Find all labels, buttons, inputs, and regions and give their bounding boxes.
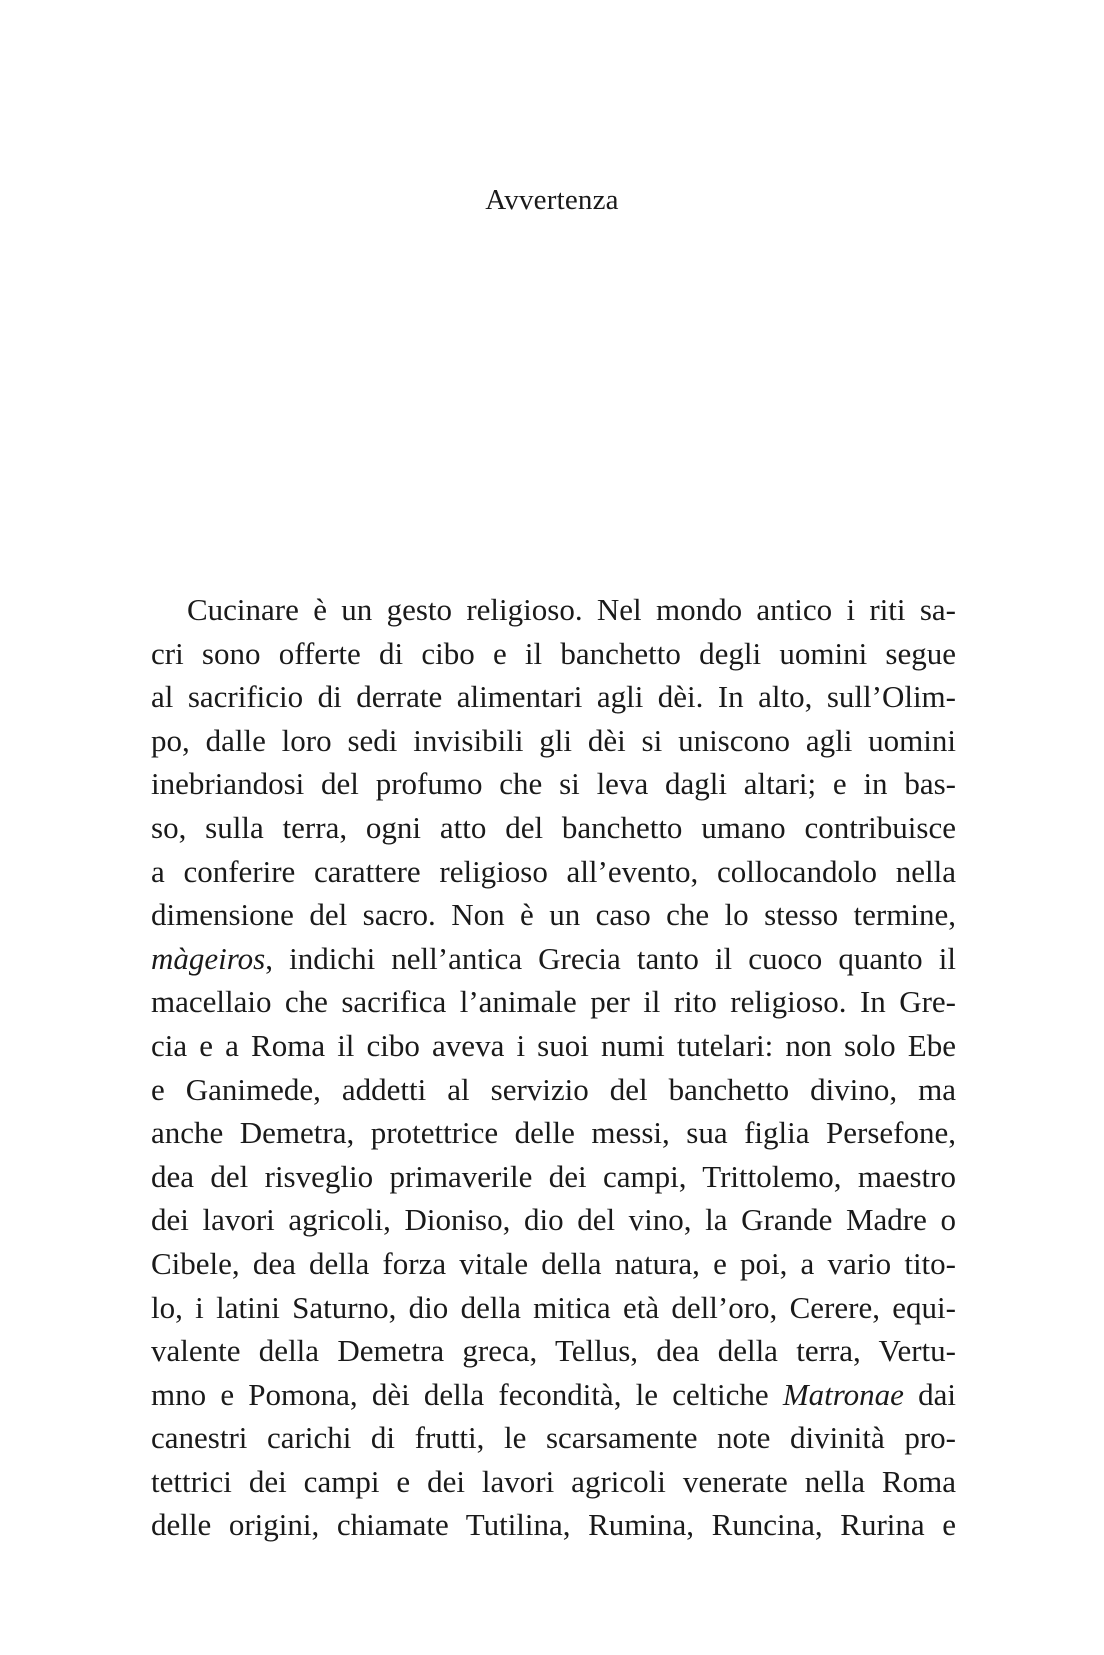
italic-term: màgeiros — [151, 940, 266, 976]
body-paragraph — [151, 588, 956, 1547]
text-line: a conferire carattere religioso all’evento, collocandolo nella — [151, 853, 956, 889]
text-line: inebriandosi del profumo che si leva dagli altari; e in bas- — [151, 766, 956, 802]
text-line: cri sono offerte di cibo e il banchetto degli uomini segue — [151, 635, 956, 671]
text-line: mno e Pomona, dèi della fecondità, le celtiche Matronae dai — [151, 1376, 956, 1412]
text-line: dimensione del sacro. Non è un caso che lo stesso termine, — [151, 897, 956, 933]
text-line: tettrici dei campi e dei lavori agricoli venerate nella Roma — [151, 1463, 956, 1499]
text-line: lo, i latini Saturno, dio della mitica età dell’oro, Cerere, equi- — [151, 1289, 956, 1325]
text-line: valente della Demetra greca, Tellus, dea della terra, Vertu- — [151, 1333, 956, 1369]
text-line: màgeiros, indichi nell’antica Grecia tanto il cuoco quanto il — [151, 940, 956, 976]
text-line: Cibele, dea della forza vitale della natura, e poi, a vario tito- — [151, 1245, 956, 1281]
text-line: dea del risveglio primaverile dei campi, Trittolemo, maestro — [151, 1158, 956, 1194]
page-title: Avvertenza — [485, 184, 619, 216]
text-line: cia e a Roma il cibo aveva i suoi numi tutelari: non solo Ebe — [151, 1027, 956, 1063]
italic-term: Matronae — [782, 1376, 904, 1412]
text-line: so, sulla terra, ogni atto del banchetto umano contribuisce — [151, 809, 956, 845]
text-line: canestri carichi di frutti, le scarsamente note divinità pro- — [151, 1420, 956, 1456]
text-line: al sacrificio di derrate alimentari agli dèi. In alto, sull’Olim- — [151, 679, 956, 715]
text-line: anche Demetra, protettrice delle messi, sua figlia Persefone, — [151, 1115, 956, 1151]
text-line: macellaio che sacrifica l’animale per il rito religioso. In Gre- — [151, 984, 956, 1020]
text-line: Cucinare è un gesto religioso. Nel mondo antico i riti sa- — [187, 592, 956, 627]
text-line: e Ganimede, addetti al servizio del banchetto divino, ma — [151, 1071, 956, 1107]
text-line: delle origini, chiamate Tutilina, Rumina, Runcina, Rurina e — [151, 1507, 956, 1543]
text-line: po, dalle loro sedi invisibili gli dèi si uniscono agli uomini — [151, 722, 956, 758]
text-line: dei lavori agricoli, Dioniso, dio del vino, la Grande Madre o — [151, 1202, 956, 1238]
